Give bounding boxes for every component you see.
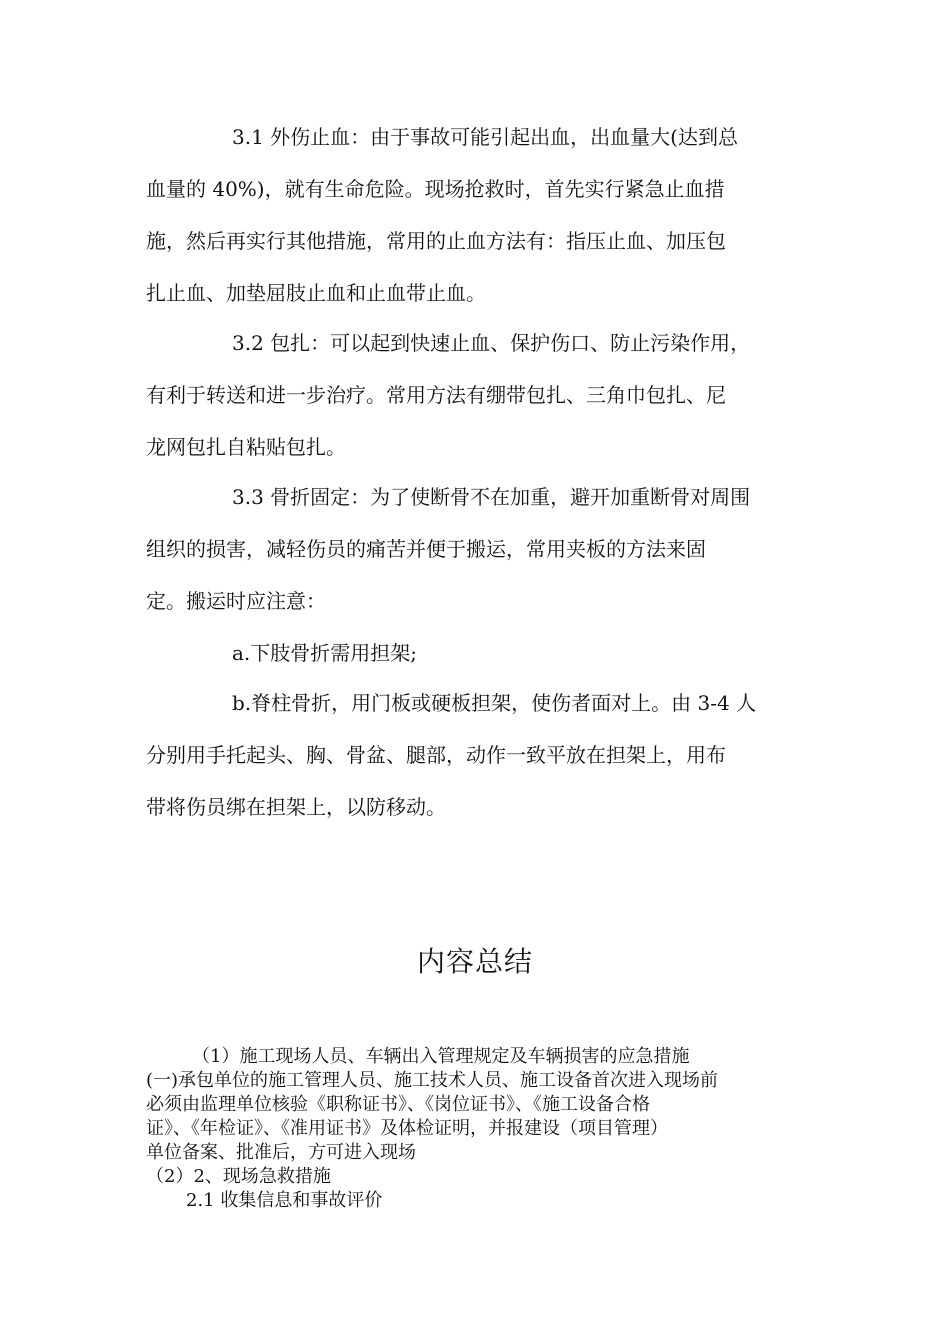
body-line: 施，然后再实行其他措施，常用的止血方法有：指压止血、加压包 [146, 229, 726, 253]
body-line: 扎止血、加垫屈肢止血和止血带止血。 [146, 281, 486, 305]
body-line: a.下肢骨折需用担架; [232, 641, 418, 665]
summary-title: 内容总结 [416, 945, 533, 978]
body-line: b.脊柱骨折，用门板或硬板担架，使伤者面对上。由 3-4 人 [232, 691, 757, 715]
body-line: 有利于转送和进一步治疗。常用方法有绷带包扎、三角巾包扎、尼 [146, 383, 726, 407]
summary-line: （1）施工现场人员、车辆出入管理规定及车辆损害的应急措施 [192, 1046, 690, 1067]
summary-line: （2）2、现场急救措施 [146, 1166, 331, 1187]
body-line: 带将伤员绑在担架上，以防移动。 [146, 795, 446, 819]
body-line: 3.1 外伤止血：由于事故可能引起出血，出血量大(达到总 [232, 125, 738, 149]
body-line: 3.3 骨折固定：为了使断骨不在加重，避开加重断骨对周围 [232, 485, 751, 509]
summary-line: 必须由监理单位核验《职称证书》、《岗位证书》、《施工设备合格 [146, 1094, 650, 1115]
summary-line: 单位备案、批准后，方可进入现场 [146, 1142, 416, 1163]
body-line: 组织的损害，减轻伤员的痛苦并便于搬运，常用夹板的方法来固 [146, 537, 706, 561]
body-line: 3.2 包扎：可以起到快速止血、保护伤口、防止污染作用， [232, 331, 751, 355]
body-line: 定。搬运时应注意： [146, 589, 326, 613]
summary-line: 2.1 收集信息和事故评价 [186, 1190, 383, 1211]
summary-line: (一)承包单位的施工管理人员、施工技术人员、施工设备首次进入现场前 [146, 1070, 719, 1091]
body-line: 龙网包扎自粘贴包扎。 [146, 435, 346, 459]
body-line: 血量的 40%)，就有生命危险。现场抢救时，首先实行紧急止血措 [146, 177, 725, 201]
summary-line: 证》、《年检证》、《准用证书》及体检证明，并报建设（项目管理） [146, 1118, 668, 1139]
body-line: 分别用手托起头、胸、骨盆、腿部，动作一致平放在担架上，用布 [146, 743, 726, 767]
